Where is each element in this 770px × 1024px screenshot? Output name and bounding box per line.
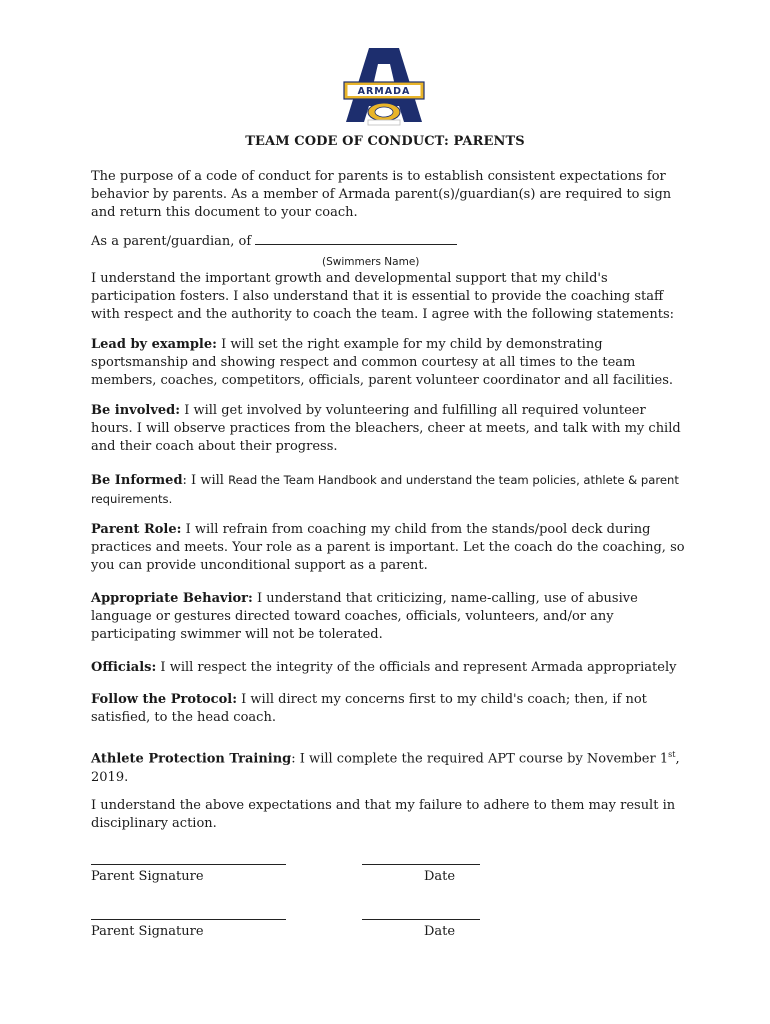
item-appropriate-behavior: [91, 590, 691, 645]
parent-signature-line[interactable]: [91, 919, 286, 920]
understand-paragraph: I understand the important growth and developmental support that my child's participation fosters. I also understand that it is essential to provide the coaching staff with respect and the authority to coach the team. I agree with the following statements:: [91, 271, 675, 323]
logo-text: ARMADA: [357, 86, 411, 97]
item-label: Athlete Protection Training: [91, 751, 292, 767]
item-lead-by-example: [91, 336, 691, 391]
item-text-sans: Read the Team Handbook and understand the team policies, athlete & parent requirements.: [91, 473, 679, 507]
item-label: Be Informed: [91, 473, 183, 488]
item-text: I will get involved by volunteering and fulfilling all required volunteer hours. I will observe practices from the bleachers, cheer at meets, and talk with my child and their coach about their progress.: [91, 403, 681, 455]
date-label: Date: [424, 869, 456, 884]
armada-logo: [338, 46, 430, 130]
item-label: Appropriate Behavior:: [91, 591, 253, 606]
date-line[interactable]: [362, 919, 480, 920]
item-be-informed: [91, 471, 691, 509]
item-label: Officials:: [91, 660, 157, 675]
item-athlete-protection: [91, 746, 691, 787]
page-title: TEAM CODE OF CONDUCT: PARENTS: [245, 134, 525, 149]
item-be-involved: [91, 402, 691, 457]
item-text: I understand that criticizing, name-calling, use of abusive language or gestures directed toward coaches, officials, volunteers, and/or any participating swimmer will not be tolerated.: [91, 591, 638, 643]
parent-signature-label: Parent Signature: [91, 924, 204, 939]
item-label: Lead by example:: [91, 337, 217, 352]
item-text-end: , 2019.: [91, 751, 680, 785]
date-line[interactable]: [362, 864, 480, 865]
item-follow-protocol: [91, 691, 691, 727]
item-text: I will respect the integrity of the officials and represent Armada appropriately: [160, 660, 677, 675]
closing-paragraph: I understand the above expectations and that my failure to adhere to them may result in disciplinary action.: [91, 798, 676, 832]
item-text: : I will complete the required APT course by November 1: [291, 751, 669, 767]
item-text: I will refrain from coaching my child from the stands/pool deck during practices and meets. Your role as a parent is important. Let the coach do the coaching, so you can provide unconditional support as a parent.: [91, 522, 685, 574]
item-label: Follow the Protocol:: [91, 692, 238, 707]
item-text: I will set the right example for my child by demonstrating sportsmanship and showing respect and common courtesy at all times to the team members, coaches, competitors, officials, parent volunteer coordinator and all facilities.: [91, 337, 674, 389]
parent-signature-label: Parent Signature: [91, 869, 204, 884]
item-officials: [91, 659, 691, 677]
intro-paragraph: The purpose of a code of conduct for parents is to establish consistent expectations for behavior by parents. As a member of Armada parent(s)/guardian(s) are required to sign and return this document to your coach.: [91, 169, 672, 221]
date-label: Date: [424, 924, 456, 939]
item-label: Be involved:: [91, 403, 181, 418]
item-sup: st: [668, 750, 676, 759]
item-text: : I will: [182, 473, 229, 488]
item-label: Parent Role:: [91, 522, 182, 537]
guardian-prefix: As a parent/guardian, of: [91, 234, 252, 249]
swimmer-name-caption: (Swimmers Name): [322, 256, 420, 268]
guardian-line: [91, 233, 691, 251]
swimmer-name-field[interactable]: [255, 234, 457, 245]
item-parent-role: [91, 521, 691, 576]
item-text: I will direct my concerns first to my child's coach; then, if not satisfied, to the head coach.: [91, 692, 647, 726]
parent-signature-line[interactable]: [91, 864, 286, 865]
